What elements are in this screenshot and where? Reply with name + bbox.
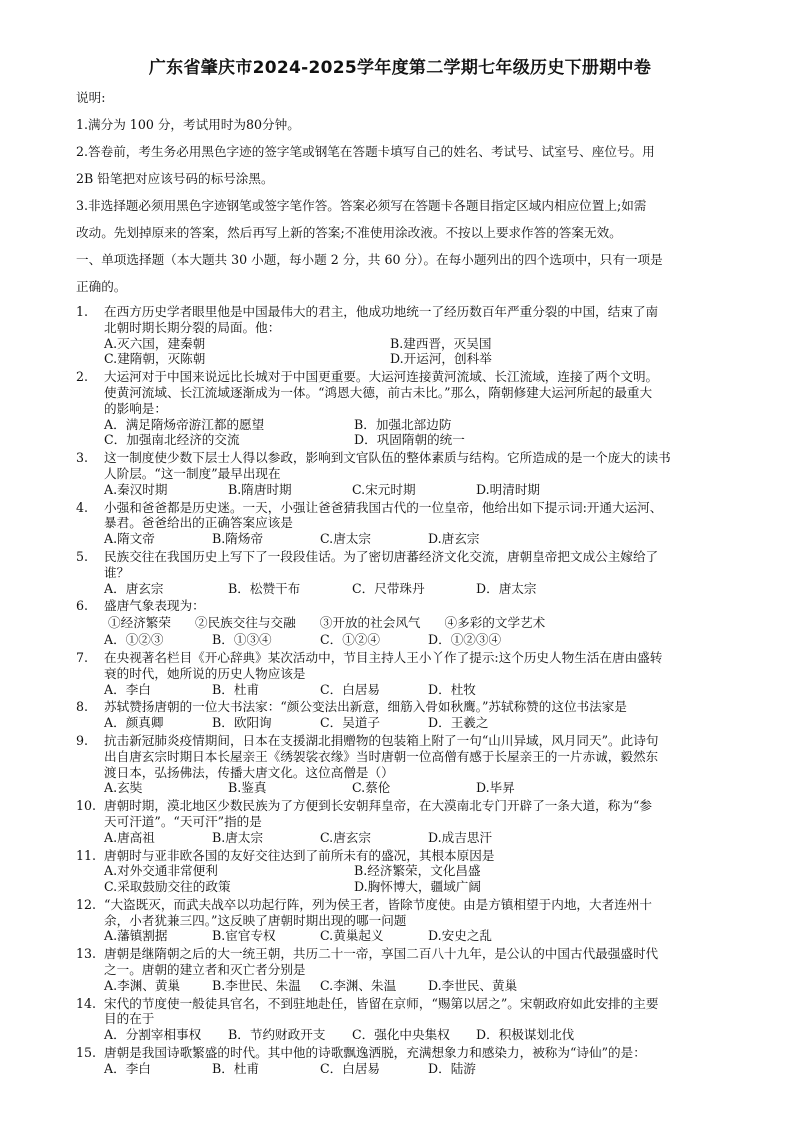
instruction-2-cont: 2B 铅笔把对应该号码的标号涂黑。 xyxy=(76,171,274,186)
option-d[interactable]: D．唐太宗 xyxy=(476,580,537,596)
question-text: 苏轼赞扬唐朝的一位大书法家：“颜公变法出新意，细筋入骨如秋鹰。”苏轼称赞的这位书法家是 xyxy=(104,699,627,715)
option-b[interactable]: B．①③④ xyxy=(212,632,272,648)
instruction-1: 1.满分为 100 分，考试用时为80分钟。 xyxy=(76,117,300,132)
option-a[interactable]: A．颜真卿 xyxy=(104,715,164,731)
options-row xyxy=(76,682,724,698)
question-text: 谁？ xyxy=(104,564,130,580)
options-row xyxy=(76,482,724,498)
question-number: 14. xyxy=(76,995,97,1011)
option-a[interactable]: A．李白 xyxy=(104,681,151,697)
question-text: 唐朝时与亚非欧各国的友好交往达到了前所未有的盛况，其根本原因是 xyxy=(104,847,495,863)
options-row xyxy=(76,336,724,352)
question-text: 宋代的节度使一般徒具官名，不到驻地赴任，皆留在京师，“赐第以居之”。宋朝政府如此安排的主要 xyxy=(104,995,659,1011)
question-number: 2. xyxy=(76,369,89,385)
options-row xyxy=(76,879,724,895)
statement-item: ②民族交往与交融 xyxy=(194,615,296,631)
option-b[interactable]: B.经济繁荣，文化昌盛 xyxy=(354,863,481,879)
option-d[interactable]: D.唐玄宗 xyxy=(428,531,480,547)
option-a[interactable]: A.李渊、黄巢 xyxy=(104,977,181,993)
option-b[interactable]: B．杜甫 xyxy=(212,1060,260,1076)
option-d[interactable]: D.成吉思汗 xyxy=(428,829,493,845)
instructions-heading: 说明: xyxy=(76,90,106,105)
question-text: 渡日本，弘扬佛法，传播大唐文化。这位高僧是（） xyxy=(104,764,394,780)
option-c[interactable]: C.黄巢起义 xyxy=(320,928,384,944)
option-a[interactable]: A.唐高祖 xyxy=(104,829,155,845)
option-a[interactable]: A．分割宰相事权 xyxy=(104,1027,202,1043)
question-text: 之一。唐朝的建立者和灭亡者分别是 xyxy=(104,962,306,978)
instruction-2: 2.答卷前，考生务必用黑色字迹的签字笔或钢笔在答题卡填写自己的姓名、考试号、试室号、座位号。用 xyxy=(76,144,655,159)
options-row xyxy=(76,531,724,547)
option-b[interactable]: B．杜甫 xyxy=(212,681,260,697)
option-b[interactable]: B.李世民、朱温 xyxy=(212,977,301,993)
option-b[interactable]: B.宦官专权 xyxy=(212,928,276,944)
question-text: 唐朝是继隋朝之后的大一统王朝，共历二十一帝，享国二百八十九年，是公认的中国古代最强盛时代 xyxy=(104,946,659,962)
options-row xyxy=(76,417,724,433)
option-a[interactable]: A．①②③ xyxy=(104,632,164,648)
option-d[interactable]: D．巩固隋朝的统一 xyxy=(354,432,465,448)
option-a[interactable]: A.隋文帝 xyxy=(104,531,155,547)
statement-item: ④多彩的文学艺术 xyxy=(444,615,546,631)
option-a[interactable]: A.灭六国，建秦朝 xyxy=(104,335,206,351)
question-text: 的影响是： xyxy=(104,400,167,416)
question-number: 13. xyxy=(76,946,97,962)
statement-list xyxy=(76,614,724,632)
option-d[interactable]: D.明清时期 xyxy=(476,481,541,497)
question-text: 大运河对于中国来说远比长城对于中国更重要。大运河连接黄河流域、长江流域，连接了两个文明。 xyxy=(104,369,659,385)
option-d[interactable]: D.开运河，创科举 xyxy=(390,351,492,367)
option-d[interactable]: D．杜牧 xyxy=(428,681,476,697)
option-d[interactable]: D．①②③④ xyxy=(428,632,502,648)
options-row xyxy=(76,978,724,994)
option-b[interactable]: B.建西晋，灭吴国 xyxy=(390,335,492,351)
section-heading: 一、单项选择题（本大题共 30 小题，每小题 2 分，共 60 分）。在每小题列出的四个选项中，只有一项是 xyxy=(76,252,663,267)
question-number: 10. xyxy=(76,798,97,814)
option-b[interactable]: B．欧阳询 xyxy=(212,715,272,731)
option-c[interactable]: C．尺带珠丹 xyxy=(352,580,425,596)
section-heading-cont: 正确的。 xyxy=(76,279,127,294)
question-text: 唐朝是我国诗歌繁盛的时代。其中他的诗歌飘逸洒脱，充满想象力和感染力，被称为“诗仙”的是： xyxy=(104,1045,646,1061)
question-number: 7. xyxy=(76,649,89,665)
option-c[interactable]: C.唐玄宗 xyxy=(320,829,371,845)
option-a[interactable]: A．李白 xyxy=(104,1060,151,1076)
option-c[interactable]: C．白居易 xyxy=(320,1060,381,1076)
options-row xyxy=(76,863,724,879)
option-d[interactable]: D.李世民、黄巢 xyxy=(428,977,518,993)
question-text: 民族交往在我国历史上写下了一段段佳话。为了密切唐蕃经济文化交流，唐朝皇帝把文成公主嫁给了 xyxy=(104,548,659,564)
option-c[interactable]: C．①②④ xyxy=(320,632,381,648)
instruction-3: 3.非选择题必须用黑色字迹钢笔或签字笔作答。答案必须写在答题卡各题目指定区域内相应位置上;如需 xyxy=(76,198,647,213)
options-row xyxy=(76,1061,724,1077)
question-number: 1. xyxy=(76,304,89,319)
question-text: 天可汗道”。“天可汗”指的是 xyxy=(104,813,262,829)
question-number: 3. xyxy=(76,450,89,466)
option-d[interactable]: D.安史之乱 xyxy=(428,928,493,944)
options-row xyxy=(76,581,724,597)
question-text: 这一制度使少数下层士人得以参政，影响到文官队伍的整体素质与结构。它所造成的是一个庞大的读书 xyxy=(104,450,671,466)
question-text: 使黄河流域、长江流域逐渐成为一体。“鸿恩大德，前古未比。”那么，隋朝修建大运河所起的最重大 xyxy=(104,384,653,400)
question-8 xyxy=(76,699,724,715)
option-b[interactable]: B.隋唐时期 xyxy=(228,481,292,497)
statement-item: ③开放的社会风气 xyxy=(319,615,421,631)
question-13 xyxy=(76,946,724,978)
option-c[interactable]: C.宋元时期 xyxy=(352,481,416,497)
question-text: 唐朝时期，漠北地区少数民族为了方便到长安朝拜皇帝，在大漠南北专门开辟了一条大道，称为“参 xyxy=(104,798,652,814)
question-text: 盛唐气象表现为： xyxy=(104,598,205,614)
option-c[interactable]: C.蔡伦 xyxy=(352,780,391,796)
option-b[interactable]: B．加强北部边防 xyxy=(354,416,452,432)
instruction-3-cont: 改动。先划掉原来的答案，然后再写上新的答案;不准使用涂改液。不按以上要求作答的答案无效。 xyxy=(76,225,622,240)
options-row xyxy=(76,830,724,846)
question-number: 6. xyxy=(76,598,89,614)
option-d[interactable]: D．积极谋划北伐 xyxy=(476,1027,575,1043)
options-row xyxy=(76,780,724,796)
question-15 xyxy=(76,1045,724,1061)
question-text: 余，小者犹兼三四。”这反映了唐朝时期出现的哪一问题 xyxy=(104,912,407,928)
question-number: 15. xyxy=(76,1045,97,1061)
question-6 xyxy=(76,598,724,614)
option-c[interactable]: C．吴道子 xyxy=(320,715,381,731)
question-text: 衰的时代，她所说的历史人物应该是 xyxy=(104,665,306,681)
question-number: 12. xyxy=(76,896,97,912)
question-number: 4. xyxy=(76,499,89,515)
options-row xyxy=(76,1027,724,1043)
option-b[interactable]: B．松赞干布 xyxy=(228,580,301,596)
option-a[interactable]: A.藩镇割据 xyxy=(104,928,168,944)
option-a[interactable]: A．满足隋炀帝游江都的愿望 xyxy=(104,416,265,432)
question-text: 在西方历史学者眼里他是中国最伟大的君主，他成功地统一了经历数百年严重分裂的中国，结束了南 xyxy=(104,304,659,319)
option-d[interactable]: D.毕昇 xyxy=(476,780,515,796)
options-row xyxy=(76,351,724,367)
options-row xyxy=(76,632,724,648)
option-c[interactable]: C．白居易 xyxy=(320,681,381,697)
question-text: 人阶层。“这一制度”最早出现在 xyxy=(104,465,281,481)
question-7 xyxy=(76,650,724,682)
option-d[interactable]: D.胸怀博大，疆域广阔 xyxy=(354,879,481,895)
statement-item: ①经济繁荣 xyxy=(108,615,171,631)
option-b[interactable]: B.隋炀帝 xyxy=(212,531,264,547)
exam-title: 广东省肇庆市2024-2025学年度第二学期七年级历史下册期中卷 xyxy=(148,58,652,78)
question-4 xyxy=(76,500,724,532)
option-a[interactable]: A.对外交通非常便利 xyxy=(104,863,218,879)
options-row xyxy=(76,928,724,944)
question-text: 抗击新冠肺炎疫情期间，日本在支援湖北捐赠物的包装箱上附了一句“山川异域，风月同天”。此诗句 xyxy=(104,732,659,748)
question-text: 出自唐玄宗时期日本长屋亲王《绣袈裟衣缘》当时唐朝一位高僧有感于长屋亲王的一片赤诚，毅然东 xyxy=(104,748,659,764)
question-number: 8. xyxy=(76,699,89,715)
question-10 xyxy=(76,798,724,830)
question-5 xyxy=(76,549,724,581)
question-number: 5. xyxy=(76,548,89,564)
options-row xyxy=(76,432,724,448)
question-9 xyxy=(76,733,724,780)
question-text: 在央视著名栏目《开心辞典》某次活动中，节目主持人王小丫作了提示:这个历史人物生活在唐由盛转 xyxy=(104,649,663,665)
question-text: 暴君。爸爸给出的正确答案应该是 xyxy=(104,515,293,531)
question-text: “大盗既灭，而武夫战卒以功起行阵，列为侯王者，皆除节度使。由是方镇相望于内地，大者连州十 xyxy=(104,896,652,912)
option-c[interactable]: C.唐太宗 xyxy=(320,531,371,547)
question-2 xyxy=(76,369,724,416)
question-3 xyxy=(76,450,724,482)
question-number: 9. xyxy=(76,732,89,748)
option-b[interactable]: B．节约财政开支 xyxy=(228,1027,326,1043)
options-row xyxy=(76,715,724,731)
option-c[interactable]: C.李渊、朱温 xyxy=(320,977,397,993)
question-number: 11. xyxy=(76,847,97,863)
option-c[interactable]: C.采取鼓励交往的政策 xyxy=(104,879,231,895)
option-a[interactable]: A．唐玄宗 xyxy=(104,580,164,596)
option-a[interactable]: A.秦汉时期 xyxy=(104,481,168,497)
option-a[interactable]: A.玄奘 xyxy=(104,780,143,796)
question-text: 小强和爸爸都是历史迷。一天，小强让爸爸猜我国古代的一位皇帝，他给出如下提示词:开通大运河、 xyxy=(104,499,663,515)
option-b[interactable]: B.鉴真 xyxy=(228,780,267,796)
option-c[interactable]: C．加强南北经济的交流 xyxy=(104,432,240,448)
option-b[interactable]: B.唐太宗 xyxy=(212,829,264,845)
option-d[interactable]: D．陆游 xyxy=(428,1060,476,1076)
question-text: 北朝时期长期分裂的局面。他： xyxy=(104,319,281,335)
option-c[interactable]: C．强化中央集权 xyxy=(352,1027,450,1043)
question-1 xyxy=(76,304,724,336)
option-d[interactable]: D．王羲之 xyxy=(428,715,489,731)
question-11 xyxy=(76,848,724,864)
question-text: 目的在于 xyxy=(104,1011,155,1027)
question-14 xyxy=(76,996,724,1028)
question-12 xyxy=(76,897,724,929)
option-c[interactable]: C.建隋朝，灭陈朝 xyxy=(104,351,206,367)
